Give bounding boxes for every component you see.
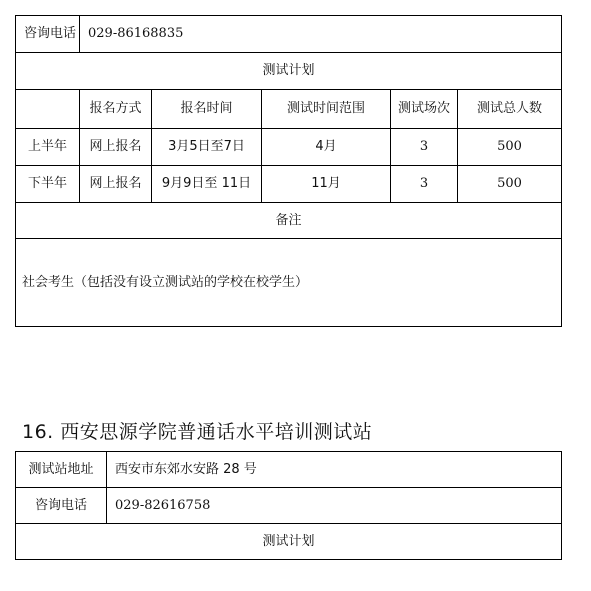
section-heading: 16. 西安思源学院普通话水平培训测试站 [22, 421, 373, 443]
header-registration-time: 报名时间 [152, 90, 262, 129]
plan-title-row [16, 524, 562, 560]
station-address-label: 测试站地址 [16, 452, 107, 488]
consult-phone-value: 029-82616758 [107, 488, 562, 524]
row-test-sessions: 3 [391, 166, 458, 203]
row-total-examinees: 500 [458, 129, 562, 166]
row-registration-method: 网上报名 [80, 129, 152, 166]
header-registration-method: 报名方式 [80, 90, 152, 129]
row-registration-method: 网上报名 [80, 166, 152, 203]
test-station-table-top [15, 15, 562, 327]
remarks-row [16, 239, 562, 327]
consult-row [16, 16, 562, 53]
row-registration-time: 9月9日至 11日 [152, 166, 262, 203]
row-test-period: 4月 [262, 129, 391, 166]
table-row [16, 166, 562, 203]
consult-phone-label: 咨询电话 [16, 488, 107, 524]
plan-title: 测试计划 [16, 524, 562, 560]
header-test-period: 测试时间范围 [262, 90, 391, 129]
header-total-examinees: 测试总人数 [458, 90, 562, 129]
header-cell-blank [16, 90, 80, 129]
table-row [16, 129, 562, 166]
header-test-sessions: 测试场次 [391, 90, 458, 129]
consult-phone-value: 029-86168835 [80, 16, 562, 53]
row-semester: 下半年 [16, 166, 80, 203]
remarks-text: 社会考生（包括没有设立测试站的学校在校学生） [16, 239, 562, 327]
row-registration-time: 3月5日至7日 [152, 129, 262, 166]
plan-title-row [16, 53, 562, 90]
row-total-examinees: 500 [458, 166, 562, 203]
consult-row [16, 488, 562, 524]
plan-title: 测试计划 [16, 53, 562, 90]
test-station-table-bottom [15, 451, 562, 560]
station-address-value: 西安市东郊水安路 28 号 [107, 452, 562, 488]
row-test-sessions: 3 [391, 129, 458, 166]
row-test-period: 11月 [262, 166, 391, 203]
remarks-title: 备注 [16, 203, 562, 239]
remarks-title-row [16, 203, 562, 239]
row-semester: 上半年 [16, 129, 80, 166]
address-row [16, 452, 562, 488]
table-header-row [16, 90, 562, 129]
consult-phone-label: 咨询电话 [16, 16, 80, 53]
